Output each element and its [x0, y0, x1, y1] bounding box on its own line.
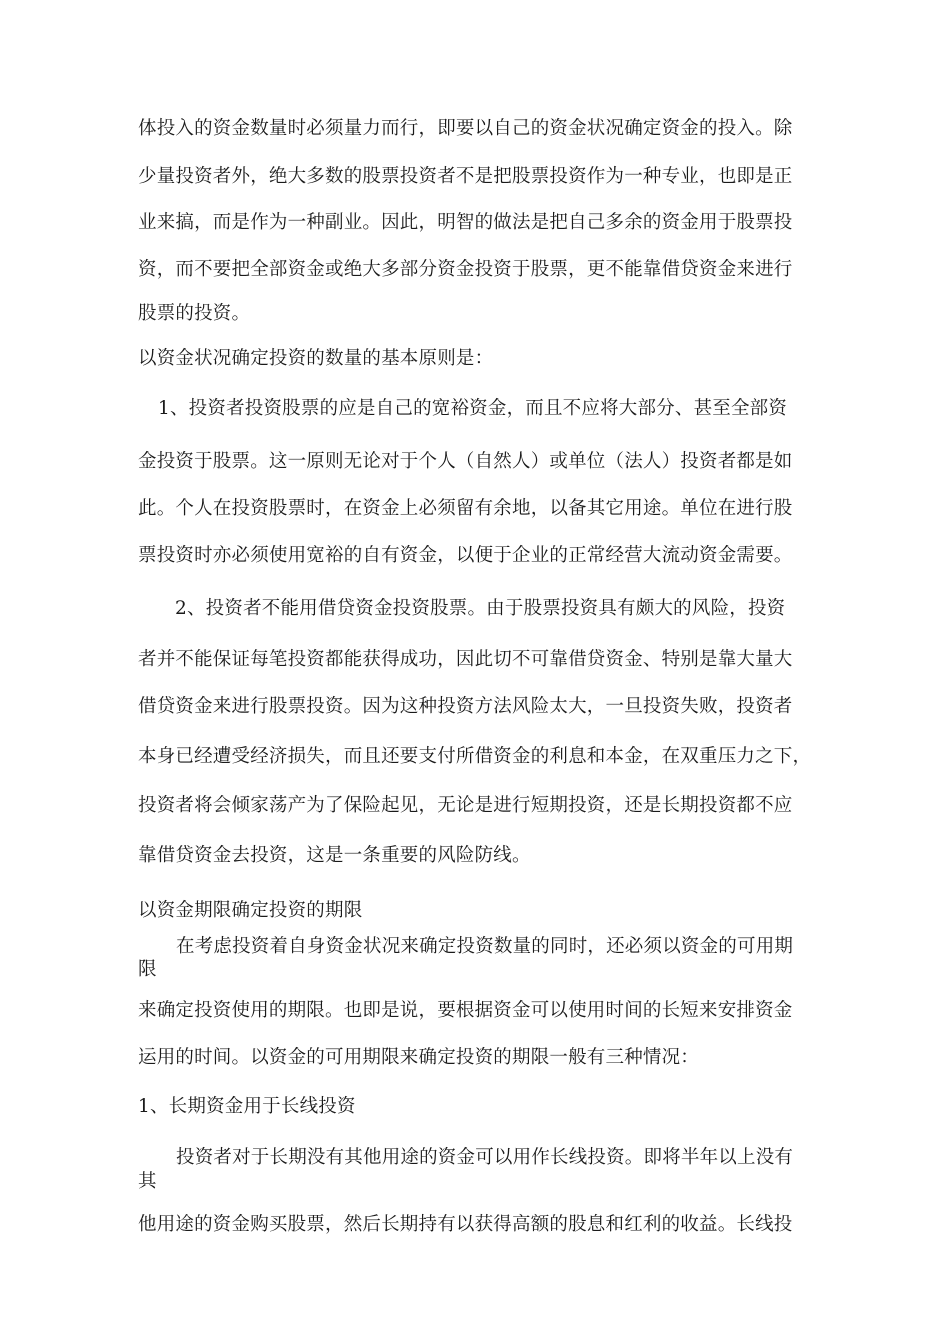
text-line: 金投资于股票。这一原则无论对于个人（自然人）或单位（法人）投资者都是如 [138, 451, 793, 472]
section-heading: 以资金状况确定投资的数量的基本原则是： [138, 348, 494, 369]
text-line: 投资者将会倾家荡产为了保险起见，无论是进行短期投资，还是长期投资都不应 [138, 795, 793, 816]
text-line: 他用途的资金购买股票，然后长期持有以获得高额的股息和红利的收益。长线投 [138, 1214, 793, 1235]
text-line: 投资者对于长期没有其他用途的资金可以用作长线投资。即将半年以上没有 [176, 1147, 794, 1168]
text-line: 其 [138, 1171, 157, 1192]
text-line: 在考虑投资着自身资金状况来确定投资数量的同时，还必须以资金的可用期 [176, 936, 794, 957]
text-line: 此。个人在投资股票时，在资金上必须留有余地，以备其它用途。单位在进行股 [138, 498, 793, 519]
text-line: 限 [138, 959, 157, 980]
list-item: 1、投资者投资股票的应是自己的宽裕资金，而且不应将大部分、甚至全部资 [158, 398, 788, 419]
text-line: 借贷资金来进行股票投资。因为这种投资方法风险太大，一旦投资失败，投资者 [138, 696, 793, 717]
text-line: 少量投资者外，绝大多数的股票投资者不是把股票投资作为一种专业，也即是正 [138, 166, 793, 187]
text-line: 来确定投资使用的期限。也即是说，要根据资金可以使用时间的长短来安排资金 [138, 1000, 793, 1021]
text-line: 体投入的资金数量时必须量力而行，即要以自己的资金状况确定资金的投入。除 [138, 118, 793, 139]
list-item: 2、投资者不能用借贷资金投资股票。由于股票投资具有颇大的风险，投资 [175, 598, 786, 619]
text-line: 本身已经遭受经济损失，而且还要支付所借资金的利息和本金，在双重压力之下， [138, 746, 812, 767]
text-line: 资，而不要把全部资金或绝大多部分资金投资于股票，更不能靠借贷资金来进行 [138, 259, 793, 280]
text-line: 靠借贷资金去投资，这是一条重要的风险防线。 [138, 845, 531, 866]
text-line: 运用的时间。以资金的可用期限来确定投资的期限一般有三种情况： [138, 1047, 700, 1068]
text-line: 股票的投资。 [138, 303, 251, 324]
section-heading: 以资金期限确定投资的期限 [138, 900, 363, 921]
text-line: 业来搞，而是作为一种副业。因此，明智的做法是把自己多余的资金用于股票投 [138, 212, 793, 233]
text-line: 票投资时亦必须使用宽裕的自有资金，以便于企业的正常经营大流动资金需要。 [138, 545, 793, 566]
section-heading: 1、长期资金用于长线投资 [138, 1096, 356, 1117]
text-line: 者并不能保证每笔投资都能获得成功，因此切不可靠借贷资金、特别是靠大量大 [138, 649, 793, 670]
